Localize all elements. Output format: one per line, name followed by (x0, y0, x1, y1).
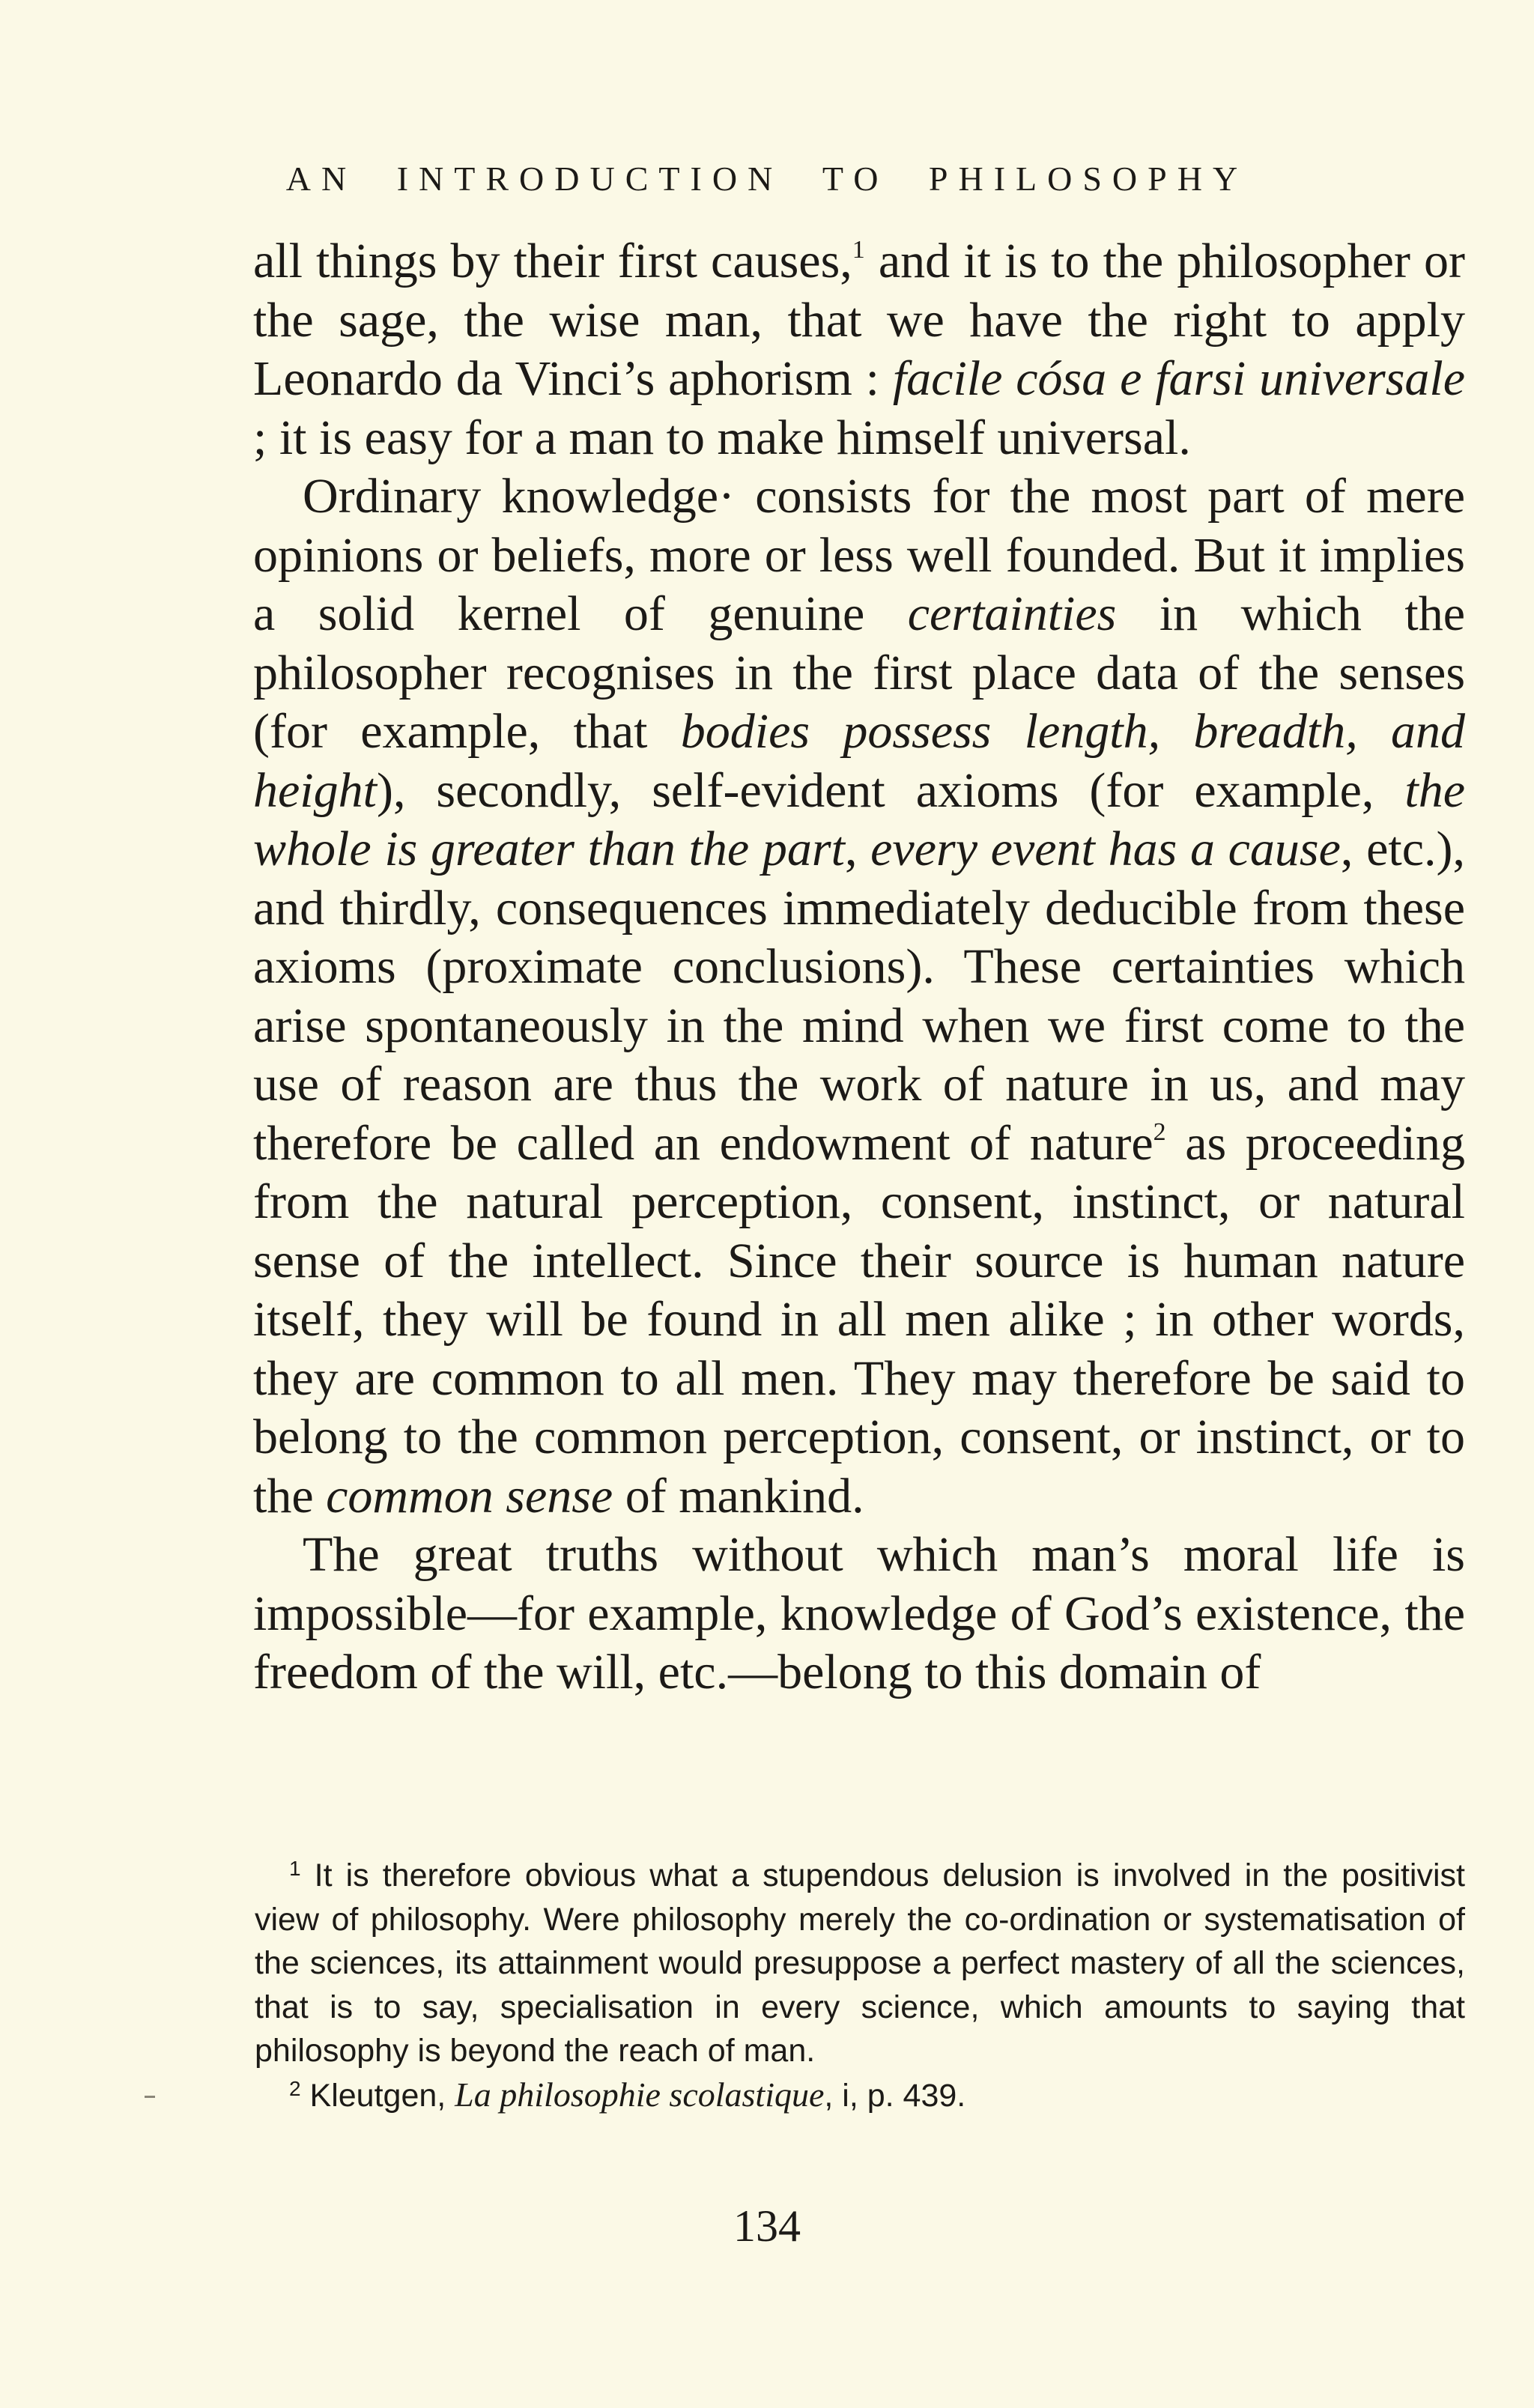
italic-phrase: certainties (907, 586, 1117, 641)
paragraph-2: Ordinary knowledge· consists for the most part of mere opinions or beliefs, more or less well founded. But it implies a solid kernel of genuine certainties in which the philosopher recognises in the first place data of the senses (for example, that bodies possess length, breadth, and height), secondly, self-evident axioms (for example, the whole is greater than the part, every event has a cause, etc.), and thirdly, consequences immediately deducible from these axioms (proximate conclusions). These certainties which arise spontaneously in the mind when we first come to the use of reason are thus the work of nature in us, and may therefore be called an endowment of nature$^2$ as proceeding from the natural perception, consent, instinct, or natural sense of the intellect. Since their source is human nature itself, they will be found in all men alike ; in other words, they are common to all men. They may therefore be said to belong to the common perception, consent, or instinct, or to the common sense of mankind. (253, 469, 1465, 1523)
body-text (253, 232, 1465, 1702)
italic-title: La philosophie scolastique (455, 2075, 825, 2114)
footnote-number-2: 2 (289, 2076, 301, 2100)
footnote-ref-2[interactable]: 2 (1153, 1117, 1166, 1146)
italic-phrase: bodies possess length, breadth, and height (253, 704, 1465, 818)
page-number: 134 (733, 2201, 801, 2251)
paragraph-1: all things by their first causes,$^1$ and it is to the philosopher or the sage, the wise man, that we have the right to apply Leonardo da Vinci’s aphorism : facile cósa e farsi universale ; it is easy for a man to make himself universal. (253, 234, 1466, 465)
paragraph-3: The great truths without which man’s moral life is impossible—for example, knowledge of God’s existence, the freedom of the will, etc.—belong to this domain of (253, 1527, 1465, 1699)
italic-phrase: the whole is greater than the part (253, 762, 1465, 876)
margin-mark (145, 2096, 155, 2098)
footnote-number-1: 1 (289, 1857, 301, 1880)
italic-phrase: every event has a cause (870, 822, 1341, 876)
footnotes (255, 1854, 1465, 2117)
footnote-2: $^2$ Kleutgen, La philosophie scolastique, i, p. 439. (289, 2075, 966, 2114)
footnote-1: $^1$ It is therefore obvious what a stupendous delusion is involved in the positivist view of philosophy. Were philosophy merely the co-ordination or systematisation of the sciences, its attainment would presuppose a perfect mastery of all the sciences, that is to say, specialisation in every science, which amounts to saying that philosophy is beyond the reach of man. (255, 1857, 1465, 2069)
italic-phrase: common sense (326, 1468, 613, 1523)
footnote-ref-1[interactable]: 1 (852, 236, 865, 264)
running-head: AN INTRODUCTION TO PHILOSOPHY (285, 160, 1249, 198)
italic-phrase: facile cósa e farsi universale (892, 351, 1466, 406)
